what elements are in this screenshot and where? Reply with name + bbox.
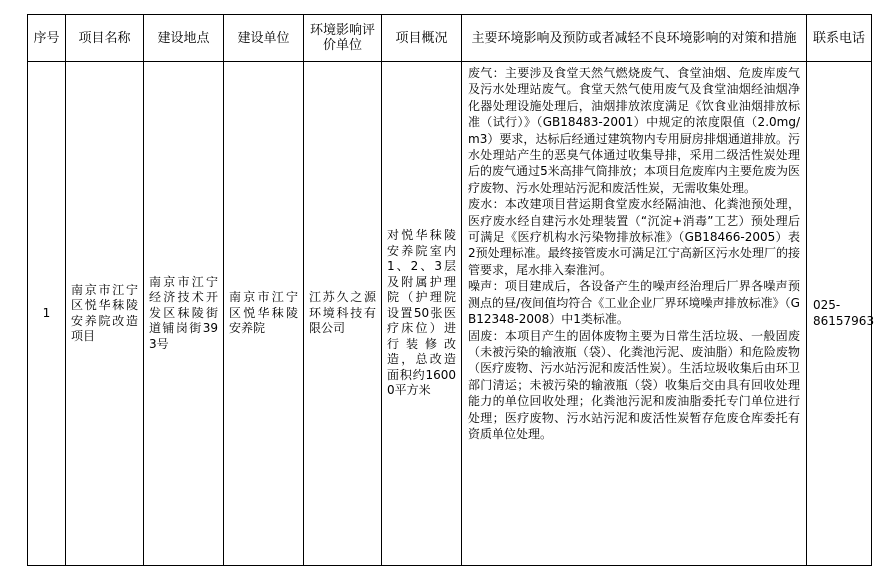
- header-seq: 序号: [28, 15, 66, 62]
- cell-measures: [462, 62, 807, 566]
- table-row: [28, 62, 872, 566]
- header-builder: 建设单位: [224, 15, 304, 62]
- header-measures: 主要环境影响及预防或者减轻不良环境影响的对策和措施: [462, 15, 807, 62]
- cell-seq: 1: [28, 62, 66, 566]
- cell-overview: 对悦华秣陵安养院室内1、2、3层及附属护理院（护理院设置50张医疗床位）进行装修改造，总改造面积约16000平方米: [382, 62, 462, 566]
- cell-phone: 025-86157963: [807, 62, 872, 566]
- header-location: 建设地点: [144, 15, 224, 62]
- measure-waste-water: 废水：本改建项目营运期食堂废水经隔油池、化粪池预处理，医疗废水经自建污水处理装置（“沉淀+消毒”工艺）预处理后可满足《医疗机构水污染物排放标准》（GB18466-2005）表2预处理标准。最终接管废水可满足江宁高新区污水处理厂的接管要求，尾水排入秦淮河。: [468, 197, 800, 277]
- measure-solid-waste: 固废：本项目产生的固体废物主要为日常生活垃圾、一般固废（未被污染的输液瓶（袋）、化粪池污泥、废油脂）和危险废物（医疗废物、污水站污泥和废活性炭）。生活垃圾收集后由环卫部门清运；未被污染的输液瓶（袋）收集后交由具有回收处理能力的单位回收处理；化粪池污泥和废油脂委托专门单位进行处理；医疗废物、污水站污泥和废活性炭暂存危废仓库委托有资质单位处理。: [468, 328, 800, 441]
- cell-builder: 南京市江宁区悦华秣陵安养院: [224, 62, 304, 566]
- header-phone: 联系电话: [807, 15, 872, 62]
- cell-eia-unit: 江苏久之源环境科技有限公司: [304, 62, 382, 566]
- table-header-row: [28, 15, 872, 62]
- cell-location: 南京市江宁经济技术开发区秣陵街道铺岗街393号: [144, 62, 224, 566]
- measure-waste-gas: 废气：主要涉及食堂天然气燃烧废气、食堂油烟、危废库废气及污水处理站废气。食堂天然气使用废气及食堂油烟经油烟净化器处理设施处理后，油烟排放浓度满足《饮食业油烟排放标准（试行）》（GB18483-2001）中规定的浓度限值（2.0mg/m3）要求，达标后经通过建筑物内专用厨房排烟通道排放。污水处理站产生的恶臭气体通过收集导排，采用二级活性炭处理后的废气通过5米高排气筒排放；本项目危废库内主要危废为医疗废物、污水处理站污泥和废活性炭，无需收集处理。: [468, 66, 800, 195]
- header-eia-unit: 环境影响评价单位: [304, 15, 382, 62]
- eia-project-table: [27, 14, 875, 566]
- cell-project-name: 南京市江宁区悦华秣陵安养院改造项目: [66, 62, 144, 566]
- measure-noise: 噪声：项目建成后，各设备产生的噪声经治理后厂界各噪声预测点的昼/夜间值均符合《工业企业厂界环境噪声排放标准》（GB12348-2008）中1类标准。: [468, 279, 800, 327]
- header-overview: 项目概况: [382, 15, 462, 62]
- header-project-name: 项目名称: [66, 15, 144, 62]
